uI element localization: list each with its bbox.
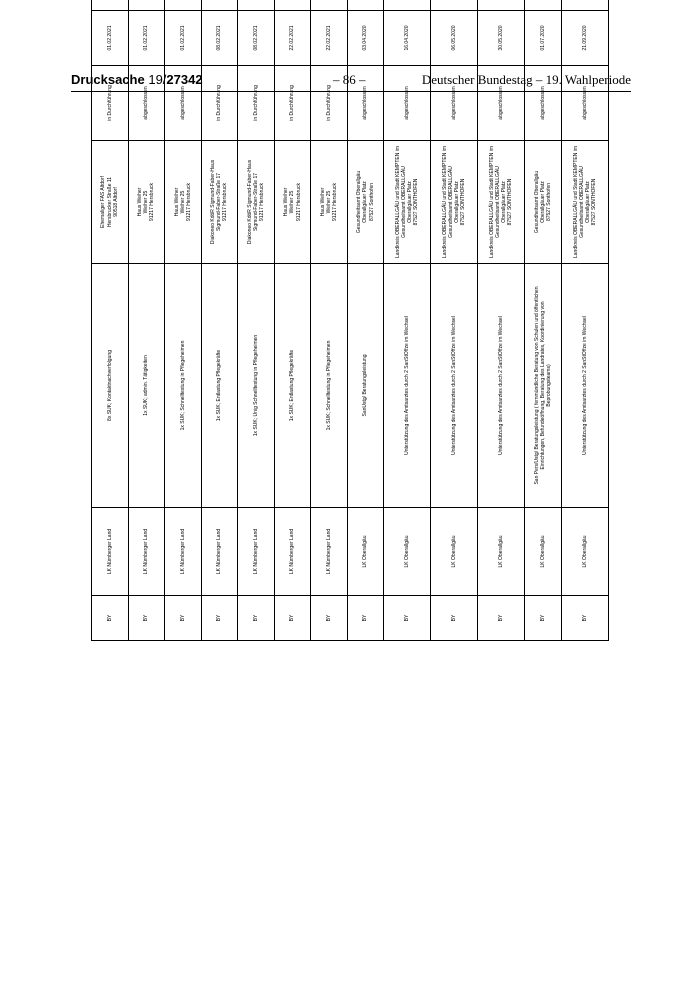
cell-status: abgeschlossen (128, 66, 165, 141)
cell-massnahme: Unterstützung des Amtsarztes durch 2 SanStOffze im Wechsel (561, 264, 608, 508)
cell-land: BY (311, 596, 348, 641)
table-row (525, 0, 562, 641)
cell-status: in Durchführung (201, 66, 238, 141)
cell-massnahme: 1x SUK; Entlastung Pflegekräfte (201, 264, 238, 508)
cell-kreis: LK Nürnberger Land (92, 508, 129, 596)
cell-ende (347, 0, 384, 11)
cell-massnahme: Unterstützung des Amtsarztes durch 2 SanStOffze im Wechsel (384, 264, 431, 508)
cell-ende (311, 0, 348, 11)
cell-beginn: 01.07.2020 (525, 11, 562, 66)
cell-land: BY (561, 596, 608, 641)
table-row (201, 0, 238, 641)
cell-ende (384, 0, 431, 11)
cell-kreis: LK Nürnberger Land (128, 508, 165, 596)
cell-massnahme: SanUstg/ Beratungsleistung (347, 264, 384, 508)
cell-status: abgeschlossen (165, 66, 202, 141)
publisher: Deutscher Bundestag – 19. Wahlperiode (421, 72, 631, 87)
cell-land: BY (431, 596, 478, 641)
cell-beginn: 01.02.2021 (165, 11, 202, 66)
cell-ort: Haus Weiher Weiher 25 91217 Hersbruck (165, 141, 202, 264)
cell-kreis: LK Nürnberger Land (201, 508, 238, 596)
cell-ende (525, 0, 562, 11)
cell-beginn: 06.05.2020 (431, 11, 478, 66)
table-row (384, 0, 431, 641)
cell-massnahme: 1x SUK; Unig Schnelltestung in Pflegeheimen (238, 264, 275, 508)
cell-massnahme: Unterstützung des Amtsarztes durch 2 SanStOffze im Wechsel (431, 264, 478, 508)
cell-ort: Landkreis OBERALLGÄU und Stadt KEMPTEN im Gesundheitsamt OBERALLGÄU Oberallgäuer Platz 87527 SONTHOFEN (478, 141, 525, 264)
document-label: Drucksache (71, 72, 145, 87)
cell-status: abgeschlossen (478, 66, 525, 141)
cell-ort: Diakoneo KdöR Sigmund-Faber-Haus Sigmund-Faber-Straße 17 91217 Hersbruck (238, 141, 275, 264)
table-row (431, 0, 478, 641)
cell-ort: Ehemaliger FAS Altdorf Hersbrucker Straße 11 90518 Altdorf (92, 141, 129, 264)
cell-beginn: 21.09.2020 (561, 11, 608, 66)
table-row (274, 0, 311, 641)
cell-kreis: LK Oberallgäu (347, 508, 384, 596)
cell-status: abgeschlossen (431, 66, 478, 141)
cell-status: abgeschlossen (561, 66, 608, 141)
page-number: – 86 – (333, 72, 366, 87)
cell-massnahme: Unterstützung des Amtsarztes durch 2 SanStOffze im Wechsel (478, 264, 525, 508)
cell-ort: Gesundheitsamt Oberallgäu Oberallgäuer Platz 87527 Sonthofen (525, 141, 562, 264)
cell-kreis: LK Oberallgäu (525, 508, 562, 596)
cell-ende (478, 0, 525, 11)
cell-ort: Landkreis OBERALLGÄU und Stadt KEMPTEN im Gesundheitsamt OBERALLGÄU Oberallgäuer Platz 87527 SONTHOFEN (431, 141, 478, 264)
cell-land: BY (347, 596, 384, 641)
cell-massnahme: 1x SUK; admin. Tätigkeiten (128, 264, 165, 508)
table-row (478, 0, 525, 641)
cell-status: abgeschlossen (384, 66, 431, 141)
cell-land: BY (92, 596, 129, 641)
cell-massnahme: 1x SUK; Schnelltestung in Pflegeheimen (311, 264, 348, 508)
cell-kreis: LK Nürnberger Land (311, 508, 348, 596)
cell-ende (92, 0, 129, 11)
cell-status: in Durchführung (311, 66, 348, 141)
cell-beginn: 22.02.2021 (274, 11, 311, 66)
cell-ort: Haus Weiher Weiher 25 91217 Hersbruck (274, 141, 311, 264)
document-number-prefix: 19/ (148, 72, 167, 87)
cell-land: BY (274, 596, 311, 641)
cell-ort: Landkreis OBERALLGÄU und Stadt KEMPTEN im Gesundheitsamt OBERALLGÄU Oberallgäuer Platz 87527 SONTHOFEN (561, 141, 608, 264)
cell-massnahme: 8x SUK; Kontaktnachverfolgung (92, 264, 129, 508)
deployment-table (91, 0, 609, 641)
cell-beginn: 30.05.2020 (478, 11, 525, 66)
cell-beginn: 16.04.2020 (384, 11, 431, 66)
cell-beginn: 03.04.2020 (347, 11, 384, 66)
cell-land: BY (525, 596, 562, 641)
cell-land: BY (165, 596, 202, 641)
cell-land: BY (128, 596, 165, 641)
cell-beginn: 08.02.2021 (201, 11, 238, 66)
cell-massnahme: 1x SUK; Schnelltestung in Pflegeheimen (165, 264, 202, 508)
cell-status: in Durchführung (238, 66, 275, 141)
cell-ende (431, 0, 478, 11)
cell-ende (201, 0, 238, 11)
cell-ende (128, 0, 165, 11)
cell-ende (238, 0, 275, 11)
cell-ende (274, 0, 311, 11)
cell-beginn: 22.02.2021 (311, 11, 348, 66)
cell-status: abgeschlossen (347, 66, 384, 141)
document-number-value: 27342 (166, 72, 203, 87)
table-row (165, 0, 202, 641)
cell-ort: Haus Weiher Weiher 25 91217 Hersbruck (128, 141, 165, 264)
cell-kreis: LK Oberallgäu (384, 508, 431, 596)
cell-ort: Diakoneo KdöR Sigmund-Faber-Haus Sigmund-Faber-Straße 17 91217 Hersbruck (201, 141, 238, 264)
table-row (347, 0, 384, 641)
cell-kreis: LK Oberallgäu (478, 508, 525, 596)
table-row (128, 0, 165, 641)
cell-land: BY (201, 596, 238, 641)
cell-kreis: LK Nürnberger Land (274, 508, 311, 596)
cell-kreis: LK Oberallgäu (561, 508, 608, 596)
cell-ort: Landkreis OBERALLGÄU und Stadt KEMPTEN im Gesundheitsamt OBERALLGÄU Oberallgäuer Platz 87527 SONTHOFEN (384, 141, 431, 264)
table-row (92, 0, 129, 641)
cell-land: BY (384, 596, 431, 641)
cell-status: in Durchführung (274, 66, 311, 141)
cell-status: abgeschlossen (525, 66, 562, 141)
cell-ort: Haus Weiher Weiher 25 91217 Hersbruck (311, 141, 348, 264)
cell-kreis: LK Nürnberger Land (238, 508, 275, 596)
cell-beginn: 08.02.2021 (238, 11, 275, 66)
cell-massnahme: 1x SUK; Entlastung Pflegekräfte (274, 264, 311, 508)
cell-beginn: 01.02.2021 (92, 11, 129, 66)
cell-ort: Gesundheitsamt Oberallgäu Oberallgäuer Platz 87527 Sonthofen (347, 141, 384, 264)
cell-land: BY (478, 596, 525, 641)
cell-massnahme: San Pers/Ustg/ Beratungsleistung ( fernmündliche Beratung von Schulen und öffentlichen Einrichtungen, Befundeöffnung, Beratung des Landrates, Koordinierung von Beprobungsteams) (525, 264, 562, 508)
cell-kreis: LK Oberallgäu (431, 508, 478, 596)
cell-land: BY (238, 596, 275, 641)
cell-kreis: LK Nürnberger Land (165, 508, 202, 596)
cell-status: in Durchführung (92, 66, 129, 141)
cell-ende (165, 0, 202, 11)
table-row (238, 0, 275, 641)
table-row (561, 0, 608, 641)
table-row (311, 0, 348, 641)
cell-ende (561, 0, 608, 11)
cell-beginn: 01.02.2021 (128, 11, 165, 66)
